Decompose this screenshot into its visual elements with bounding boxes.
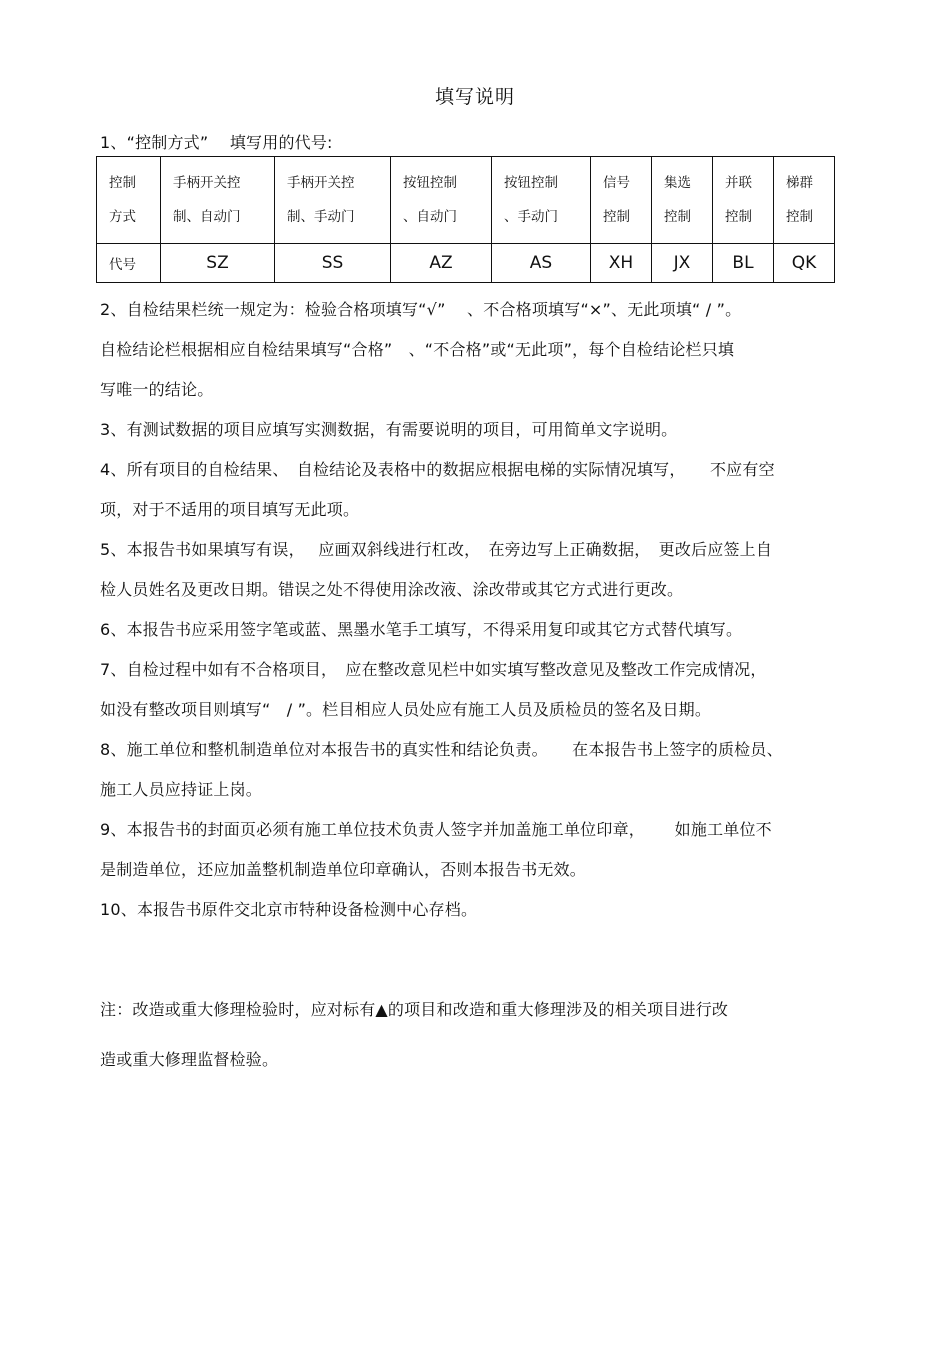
paragraph-line: 自检结论栏根据相应自检结果填写“合格” 、“不合格”或“无此项”，每个自检结论栏只填: [100, 340, 735, 359]
header-cell: 手柄开关控 制、手动门: [275, 157, 391, 244]
code-cell: SS: [275, 244, 391, 283]
header-cell: 信号 控制: [591, 157, 652, 244]
paragraph-line: 7、自检过程中如有不合格项目， 应在整改意见栏中如实填写整改意见及整改工作完成情况，: [100, 660, 767, 679]
header-cell: 控制 方式: [97, 157, 161, 244]
code-label-cell: 代号: [97, 244, 161, 283]
paragraph-line: 施工人员应持证上岗。: [100, 780, 263, 799]
code-cell: JX: [652, 244, 713, 283]
header-cell: 手柄开关控 制、自动门: [161, 157, 275, 244]
paragraph-line: 6、本报告书应采用签字笔或蓝、黑墨水笔手工填写，不得采用复印或其它方式替代填写。: [100, 620, 743, 639]
paragraph-line: 2、自检结果栏统一规定为：检验合格项填写“√” 、不合格项填写“×”、无此项填“ / ”。: [100, 300, 742, 319]
paragraph-line: 写唯一的结论。: [100, 380, 214, 399]
note-line: 注：改造或重大修理检验时，应对标有▲的项目和改造和重大修理涉及的相关项目进行改: [100, 1000, 729, 1019]
code-cell: SZ: [161, 244, 275, 283]
paragraph-line: 9、本报告书的封面页必须有施工单位技术负责人签字并加盖施工单位印章， 如施工单位不: [100, 820, 772, 839]
header-cell: 按钮控制 、手动门: [492, 157, 591, 244]
paragraph-line: 4、所有项目的自检结果、 自检结论及表格中的数据应根据电梯的实际情况填写， 不应有空: [100, 460, 775, 479]
paragraph-line: 10、本报告书原件交北京市特种设备检测中心存档。: [100, 900, 478, 919]
control-mode-table: [96, 156, 835, 283]
paragraph-line: 如没有整改项目则填写“ / ”。栏目相应人员处应有施工人员及质检员的签名及日期。: [100, 700, 712, 719]
item-1-text: 1、“控制方式” 填写用的代号:: [100, 133, 333, 152]
header-cell: 集选 控制: [652, 157, 713, 244]
code-cell: AS: [492, 244, 591, 283]
paragraph-line: 5、本报告书如果填写有误， 应画双斜线进行杠改， 在旁边写上正确数据， 更改后应签上自: [100, 540, 773, 559]
header-cell: 按钮控制 、自动门: [391, 157, 492, 244]
page-title: 填写说明: [434, 86, 515, 108]
note-line: 造或重大修理监督检验。: [100, 1050, 279, 1069]
code-cell: BL: [713, 244, 774, 283]
table-code-row: [97, 244, 835, 283]
paragraph-line: 3、有测试数据的项目应填写实测数据，有需要说明的项目，可用简单文字说明。: [100, 420, 678, 439]
paragraph-line: 项，对于不适用的项目填写无此项。: [100, 500, 360, 519]
paragraph-line: 是制造单位，还应加盖整机制造单位印章确认，否则本报告书无效。: [100, 860, 587, 879]
paragraph-line: 8、施工单位和整机制造单位对本报告书的真实性和结论负责。 在本报告书上签字的质检员、: [100, 740, 783, 759]
header-cell: 梯群 控制: [774, 157, 835, 244]
paragraph-line: 检人员姓名及更改日期。错误之处不得使用涂改液、涂改带或其它方式进行更改。: [100, 580, 684, 599]
code-cell: AZ: [391, 244, 492, 283]
table-header-row: [97, 157, 835, 244]
header-cell: 并联 控制: [713, 157, 774, 244]
code-cell: XH: [591, 244, 652, 283]
code-cell: QK: [774, 244, 835, 283]
